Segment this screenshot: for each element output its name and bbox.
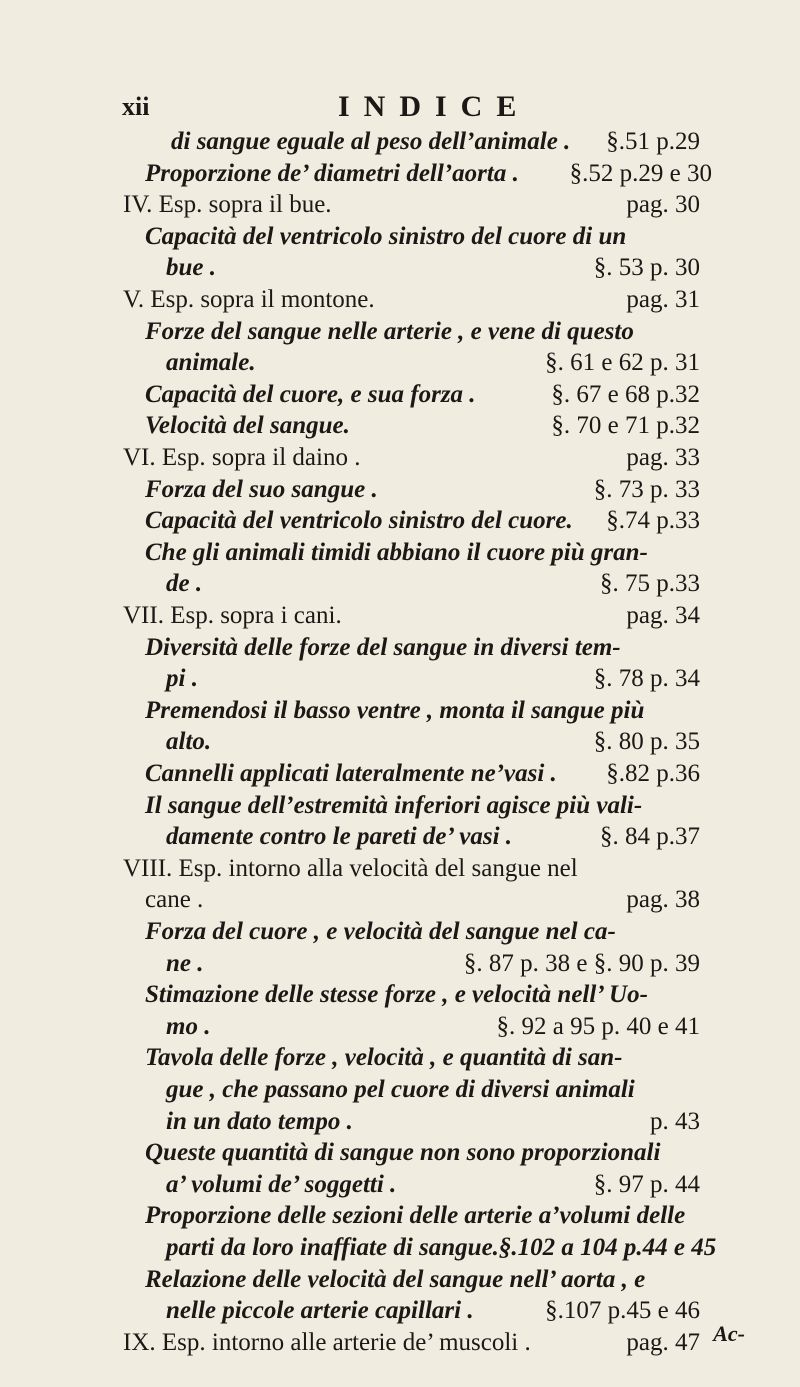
index-line (0, 1264, 800, 1296)
index-line (0, 252, 800, 284)
entry-text: alto. (166, 728, 212, 756)
index-line (0, 505, 800, 537)
index-line (0, 221, 800, 253)
entry-reference: §.52 p.29 e 30 (569, 159, 712, 187)
entry-reference: §. 70 e 71 p.32 (551, 412, 700, 440)
page-header (122, 90, 592, 130)
entry-text: a’ volumi de’ soggetti . (166, 1170, 397, 1198)
entry-text: V. Esp. sopra il montone. (123, 286, 375, 313)
entry-reference: §. 73 p. 33 (593, 475, 700, 503)
entry-text: pi . (166, 665, 198, 693)
entry-text: Velocità del sangue. (145, 412, 350, 440)
entry-text: IX. Esp. intorno alle arterie de’ muscoli . (123, 1328, 531, 1356)
index-line (0, 884, 800, 916)
index-line (0, 442, 800, 474)
entry-text: VIII. Esp. intorno alla velocità del sangue nel (123, 854, 578, 882)
index-line (0, 695, 800, 727)
index-line (0, 284, 800, 316)
entry-reference: §. 87 p. 38 e §. 90 p. 39 (463, 949, 700, 977)
index-line (0, 1011, 800, 1043)
entry-text: de . (166, 570, 203, 598)
index-line (0, 410, 800, 442)
page-number: xii (122, 92, 150, 121)
entry-text: Forze del sangue nelle arterie , e vene di questo (145, 317, 634, 345)
entry-text: Capacità del ventricolo sinistro del cuore. (145, 507, 573, 535)
catchword: Ac- (713, 1321, 745, 1346)
entry-text: animale. (166, 349, 256, 377)
entry-text: Premendosi il basso ventre , monta il sangue più (145, 696, 645, 724)
entry-text: di sangue eguale al peso dell’animale . (171, 128, 571, 155)
index-line (0, 1232, 800, 1264)
entry-reference: §.74 p.33 (606, 507, 700, 535)
entry-text: Relazione delle velocità del sangue nell’ aorta , e (145, 1265, 646, 1293)
entry-text: Capacità del ventricolo sinistro del cuore di un (145, 222, 627, 250)
entry-reference: pag. 33 (626, 444, 700, 471)
entry-reference: §.107 p.45 e 46 (545, 1297, 700, 1325)
entry-reference: pag. 30 (626, 191, 700, 219)
index-line (0, 790, 800, 822)
index-line (0, 1074, 800, 1106)
index-line (0, 948, 800, 980)
entry-reference: pag. 38 (626, 886, 700, 914)
entry-reference: §.82 p.36 (606, 760, 700, 787)
entry-reference: §. 61 e 62 p. 31 (545, 349, 700, 377)
entry-reference: pag. 34 (626, 602, 700, 629)
index-line (0, 1137, 800, 1169)
entry-reference: §. 67 e 68 p.32 (551, 380, 700, 408)
entry-text: Diversità delle forze del sangue in diversi tem- (145, 633, 621, 661)
index-line (0, 1106, 800, 1138)
index-line (0, 600, 800, 632)
entry-reference: §.51 p.29 (606, 128, 700, 155)
entry-reference: §. 97 p. 44 (593, 1170, 700, 1198)
entry-text: Proporzione delle sezioni delle arterie a’volumi delle (145, 1202, 686, 1230)
entry-text: Forza del cuore , e velocità del sangue nel ca- (145, 918, 616, 945)
entry-reference: §. 75 p.33 (600, 570, 700, 598)
entry-text: ne . (166, 949, 204, 977)
entry-text: Capacità del cuore, e sua forza . (145, 380, 476, 408)
entry-text: cane . (145, 886, 204, 914)
index-line (0, 474, 800, 506)
index-line (0, 568, 800, 600)
index-line (0, 537, 800, 569)
entry-text: bue . (166, 254, 216, 282)
entry-reference: pag. 31 (626, 286, 700, 313)
index-line (0, 758, 800, 790)
entry-text: Il sangue dell’estremità inferiori agisce più vali- (145, 791, 643, 819)
index-line (0, 1042, 800, 1074)
entry-reference: §. 84 p.37 (600, 823, 700, 851)
entry-text: Queste quantità di sangue non sono proporzionali (145, 1139, 661, 1167)
entry-reference: §. 80 p. 35 (593, 728, 700, 756)
entry-text: Stimazione delle stesse forze , e velocità nell’ Uo- (145, 981, 648, 1009)
index-line (0, 821, 800, 853)
index-line (0, 916, 800, 948)
entry-text: Forza del suo sangue . (145, 475, 378, 503)
entry-text: parti da loro inaffiate di sangue.§.102 a 104 p.44 e 45 (166, 1234, 717, 1261)
entry-text: mo . (166, 1012, 211, 1040)
index-line (0, 158, 800, 190)
entry-text: Che gli animali timidi abbiano il cuore più gran- (145, 538, 648, 566)
entry-text: Tavola delle forze , velocità , e quantità di san- (145, 1044, 623, 1072)
entry-text: VII. Esp. sopra i cani. (123, 602, 342, 629)
index-line (0, 189, 800, 221)
index-line (0, 979, 800, 1011)
entry-reference: §. 78 p. 34 (593, 665, 700, 693)
entry-text: gue , che passano pel cuore di diversi animali (166, 1076, 635, 1103)
index-line (0, 726, 800, 758)
index-line (0, 663, 800, 695)
entry-text: in un dato tempo . (166, 1107, 353, 1135)
entry-reference: pag. 47 (626, 1328, 700, 1356)
entry-text: Cannelli applicati lateralmente ne’vasi . (145, 760, 557, 787)
index-line (0, 632, 800, 664)
entry-reference: §. 53 p. 30 (593, 254, 700, 282)
entry-text: damente contro le pareti de’ vasi . (166, 823, 513, 851)
index-line (0, 853, 800, 885)
running-head: INDICE (338, 90, 531, 123)
index-line (0, 1327, 800, 1359)
index-line (0, 379, 800, 411)
index-line (0, 1295, 800, 1327)
index-line (0, 1169, 800, 1201)
index-line (0, 316, 800, 348)
index-line (0, 1200, 800, 1232)
entry-text: nelle piccole arterie capillari . (166, 1297, 474, 1325)
entry-text: Proporzione de’ diametri dell’aorta . (145, 159, 519, 187)
entry-reference: §. 92 a 95 p. 40 e 41 (496, 1012, 700, 1040)
entry-reference: p. 43 (650, 1107, 700, 1135)
entry-text: IV. Esp. sopra il bue. (123, 191, 332, 219)
entry-text: VI. Esp. sopra il daino . (123, 444, 361, 471)
index-line (0, 347, 800, 379)
index-line (0, 126, 800, 158)
